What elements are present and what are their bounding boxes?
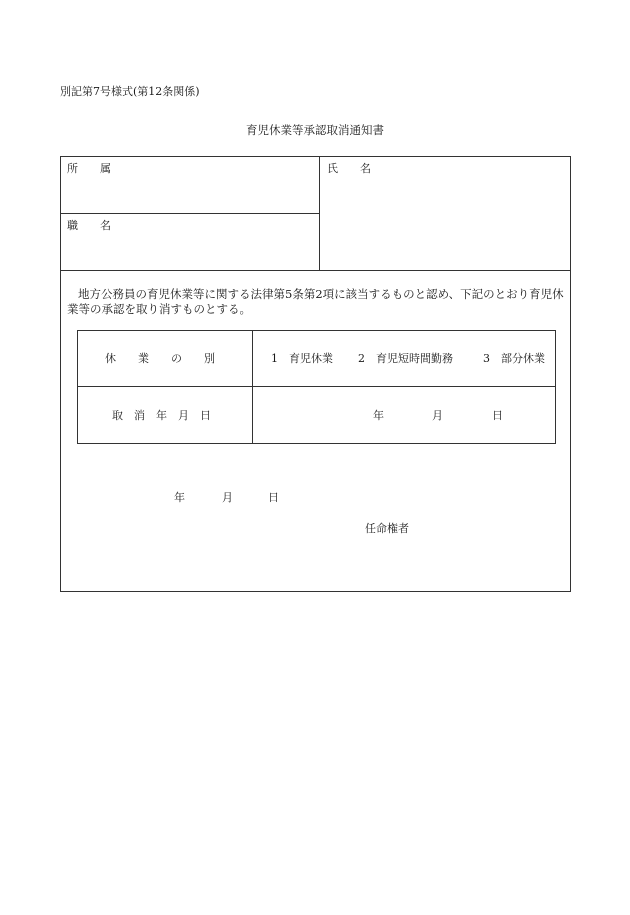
leave-option-2[interactable]: 2 育児短時間勤務 xyxy=(358,352,453,365)
statement-text: 地方公務員の育児休業等に関する法律第5条第2項に該当するものと認め、下記のとおり育児休業等の承認を取り消すものとする。 xyxy=(67,287,564,316)
cancel-date-field[interactable] xyxy=(253,387,555,443)
name-label: 氏 名 xyxy=(327,162,371,175)
position-field[interactable] xyxy=(61,235,319,269)
issue-date-month: 月 xyxy=(222,491,233,504)
affiliation-field[interactable] xyxy=(61,178,319,212)
form-title: 育児休業等承認取消通知書 xyxy=(246,123,384,137)
cancel-date-day: 日 xyxy=(492,409,503,422)
header-bottom-divider xyxy=(60,270,571,271)
cancel-date-month: 月 xyxy=(432,409,443,422)
cancel-date-label: 取 消 年 月 日 xyxy=(112,409,211,422)
issue-date-year: 年 xyxy=(174,491,185,504)
name-field[interactable] xyxy=(320,178,570,269)
position-label: 職 名 xyxy=(67,219,111,232)
leave-option-3[interactable]: 3 部分休業 xyxy=(483,352,545,365)
form-reference: 別記第7号様式(第12条関係) xyxy=(60,85,200,98)
issue-date-day: 日 xyxy=(268,491,279,504)
leave-type-label: 休 業 の 別 xyxy=(105,352,215,365)
appointer-label: 任命権者 xyxy=(365,522,409,535)
leave-option-1[interactable]: 1 育児休業 xyxy=(271,352,333,365)
affiliation-label: 所 属 xyxy=(67,162,111,175)
affiliation-divider xyxy=(60,213,320,214)
cancel-date-year: 年 xyxy=(373,409,384,422)
